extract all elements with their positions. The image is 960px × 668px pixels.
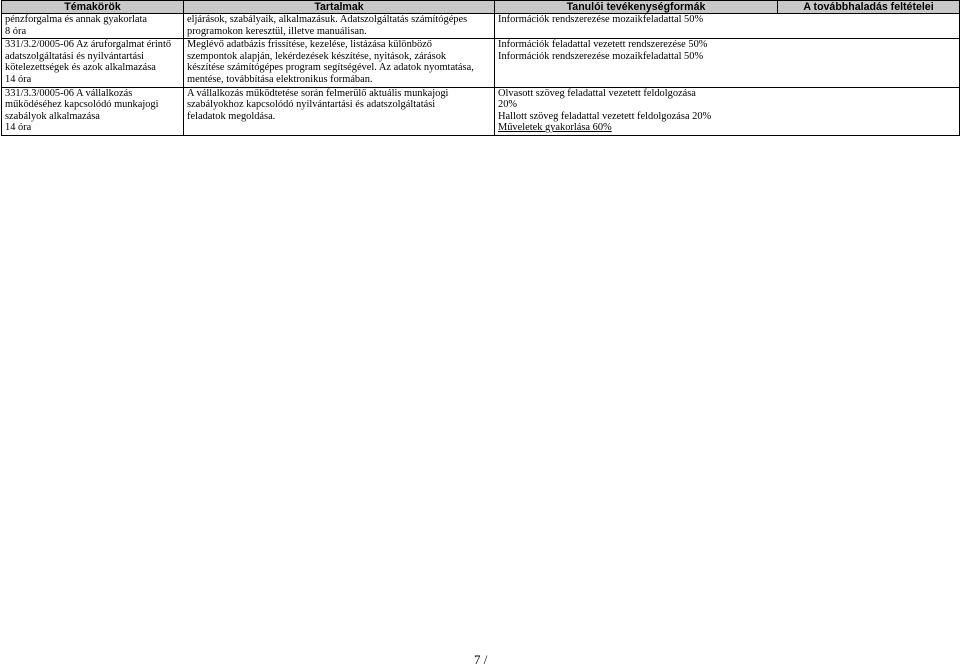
- table-row: [2, 14, 960, 39]
- topic-line: 331/3.2/0005-06 Az áruforgalmat érintő: [5, 39, 172, 51]
- header-conditions: A továbbhaladás feltételei: [778, 1, 960, 14]
- content-line: programokon keresztül, illetve manuálisan.: [187, 25, 367, 37]
- topic-line: működéséhez kapcsolódó munkajogi: [5, 99, 159, 111]
- activities-cell: [495, 87, 778, 135]
- content-line: szempontok alapján, lekérdezések készítése, nyitások, zárások: [187, 50, 447, 62]
- topic-cell: [2, 39, 184, 87]
- header-topics: Témakörök: [2, 1, 184, 14]
- activity-line: Információk rendszerezése mozaikfeladattal 50%: [498, 50, 704, 62]
- content-line: eljárások, szabályaik, alkalmazásuk. Adatszolgáltatás számítógépes: [187, 14, 468, 25]
- activities-cell: [495, 14, 778, 39]
- activities-cell: [495, 39, 778, 87]
- curriculum-table: [1, 0, 960, 136]
- topic-cell: [2, 87, 184, 135]
- topic-line: szabályok alkalmazása: [5, 110, 100, 122]
- page-number: 7 /: [474, 652, 488, 667]
- content-line: szabályokhoz kapcsolódó nyilvántartási és adatszolgáltatási: [187, 99, 436, 111]
- topic-cell: [2, 14, 184, 39]
- topic-hours: 8 óra: [5, 25, 27, 37]
- topic-line: kötelezettségek és azok alkalmazása: [5, 62, 156, 74]
- activity-line: Műveletek gyakorlása 60%: [498, 122, 612, 134]
- header-activities: Tanulói tevékenységformák: [495, 1, 778, 14]
- content-line: készítése számítógépes program segítségével. Az adatok nyomtatása,: [187, 62, 474, 74]
- activity-line: 20%: [498, 99, 518, 111]
- topic-hours: 14 óra: [5, 122, 32, 134]
- content-cell: [184, 87, 495, 135]
- header-contents: Tartalmak: [184, 1, 495, 14]
- content-line: A vállalkozás működtetése során felmerülő aktuális munkajogi: [187, 87, 449, 99]
- content-cell: [184, 14, 495, 39]
- content-cell: [184, 39, 495, 87]
- activity-line: Olvasott szöveg feladattal vezetett feldolgozása: [498, 87, 696, 99]
- topic-line: adatszolgáltatási és nyilvántartási: [5, 50, 145, 62]
- content-line: Meglévő adatbázis frissítése, kezelése, listázása különböző: [187, 39, 432, 51]
- topic-line: 331/3.3/0005-06 A vállalkozás: [5, 87, 133, 99]
- activity-line: Információk feladattal vezetett rendszerezése 50%: [498, 39, 708, 51]
- conditions-cell: [778, 39, 960, 87]
- content-line: feladatok megoldása.: [187, 110, 276, 122]
- activity-line: Hallott szöveg feladattal vezetett feldolgozása 20%: [498, 110, 712, 122]
- table-row: [2, 39, 960, 87]
- content-line: mentése, továbbítása elektronikus formában.: [187, 73, 373, 85]
- table-header-row: [2, 1, 960, 14]
- activity-line: Információk rendszerezése mozaikfeladattal 50%: [498, 14, 704, 25]
- table-row: [2, 87, 960, 135]
- topic-line: pénzforgalma és annak gyakorlata: [5, 14, 148, 25]
- conditions-cell: [778, 87, 960, 135]
- topic-hours: 14 óra: [5, 73, 32, 85]
- conditions-cell: [778, 14, 960, 39]
